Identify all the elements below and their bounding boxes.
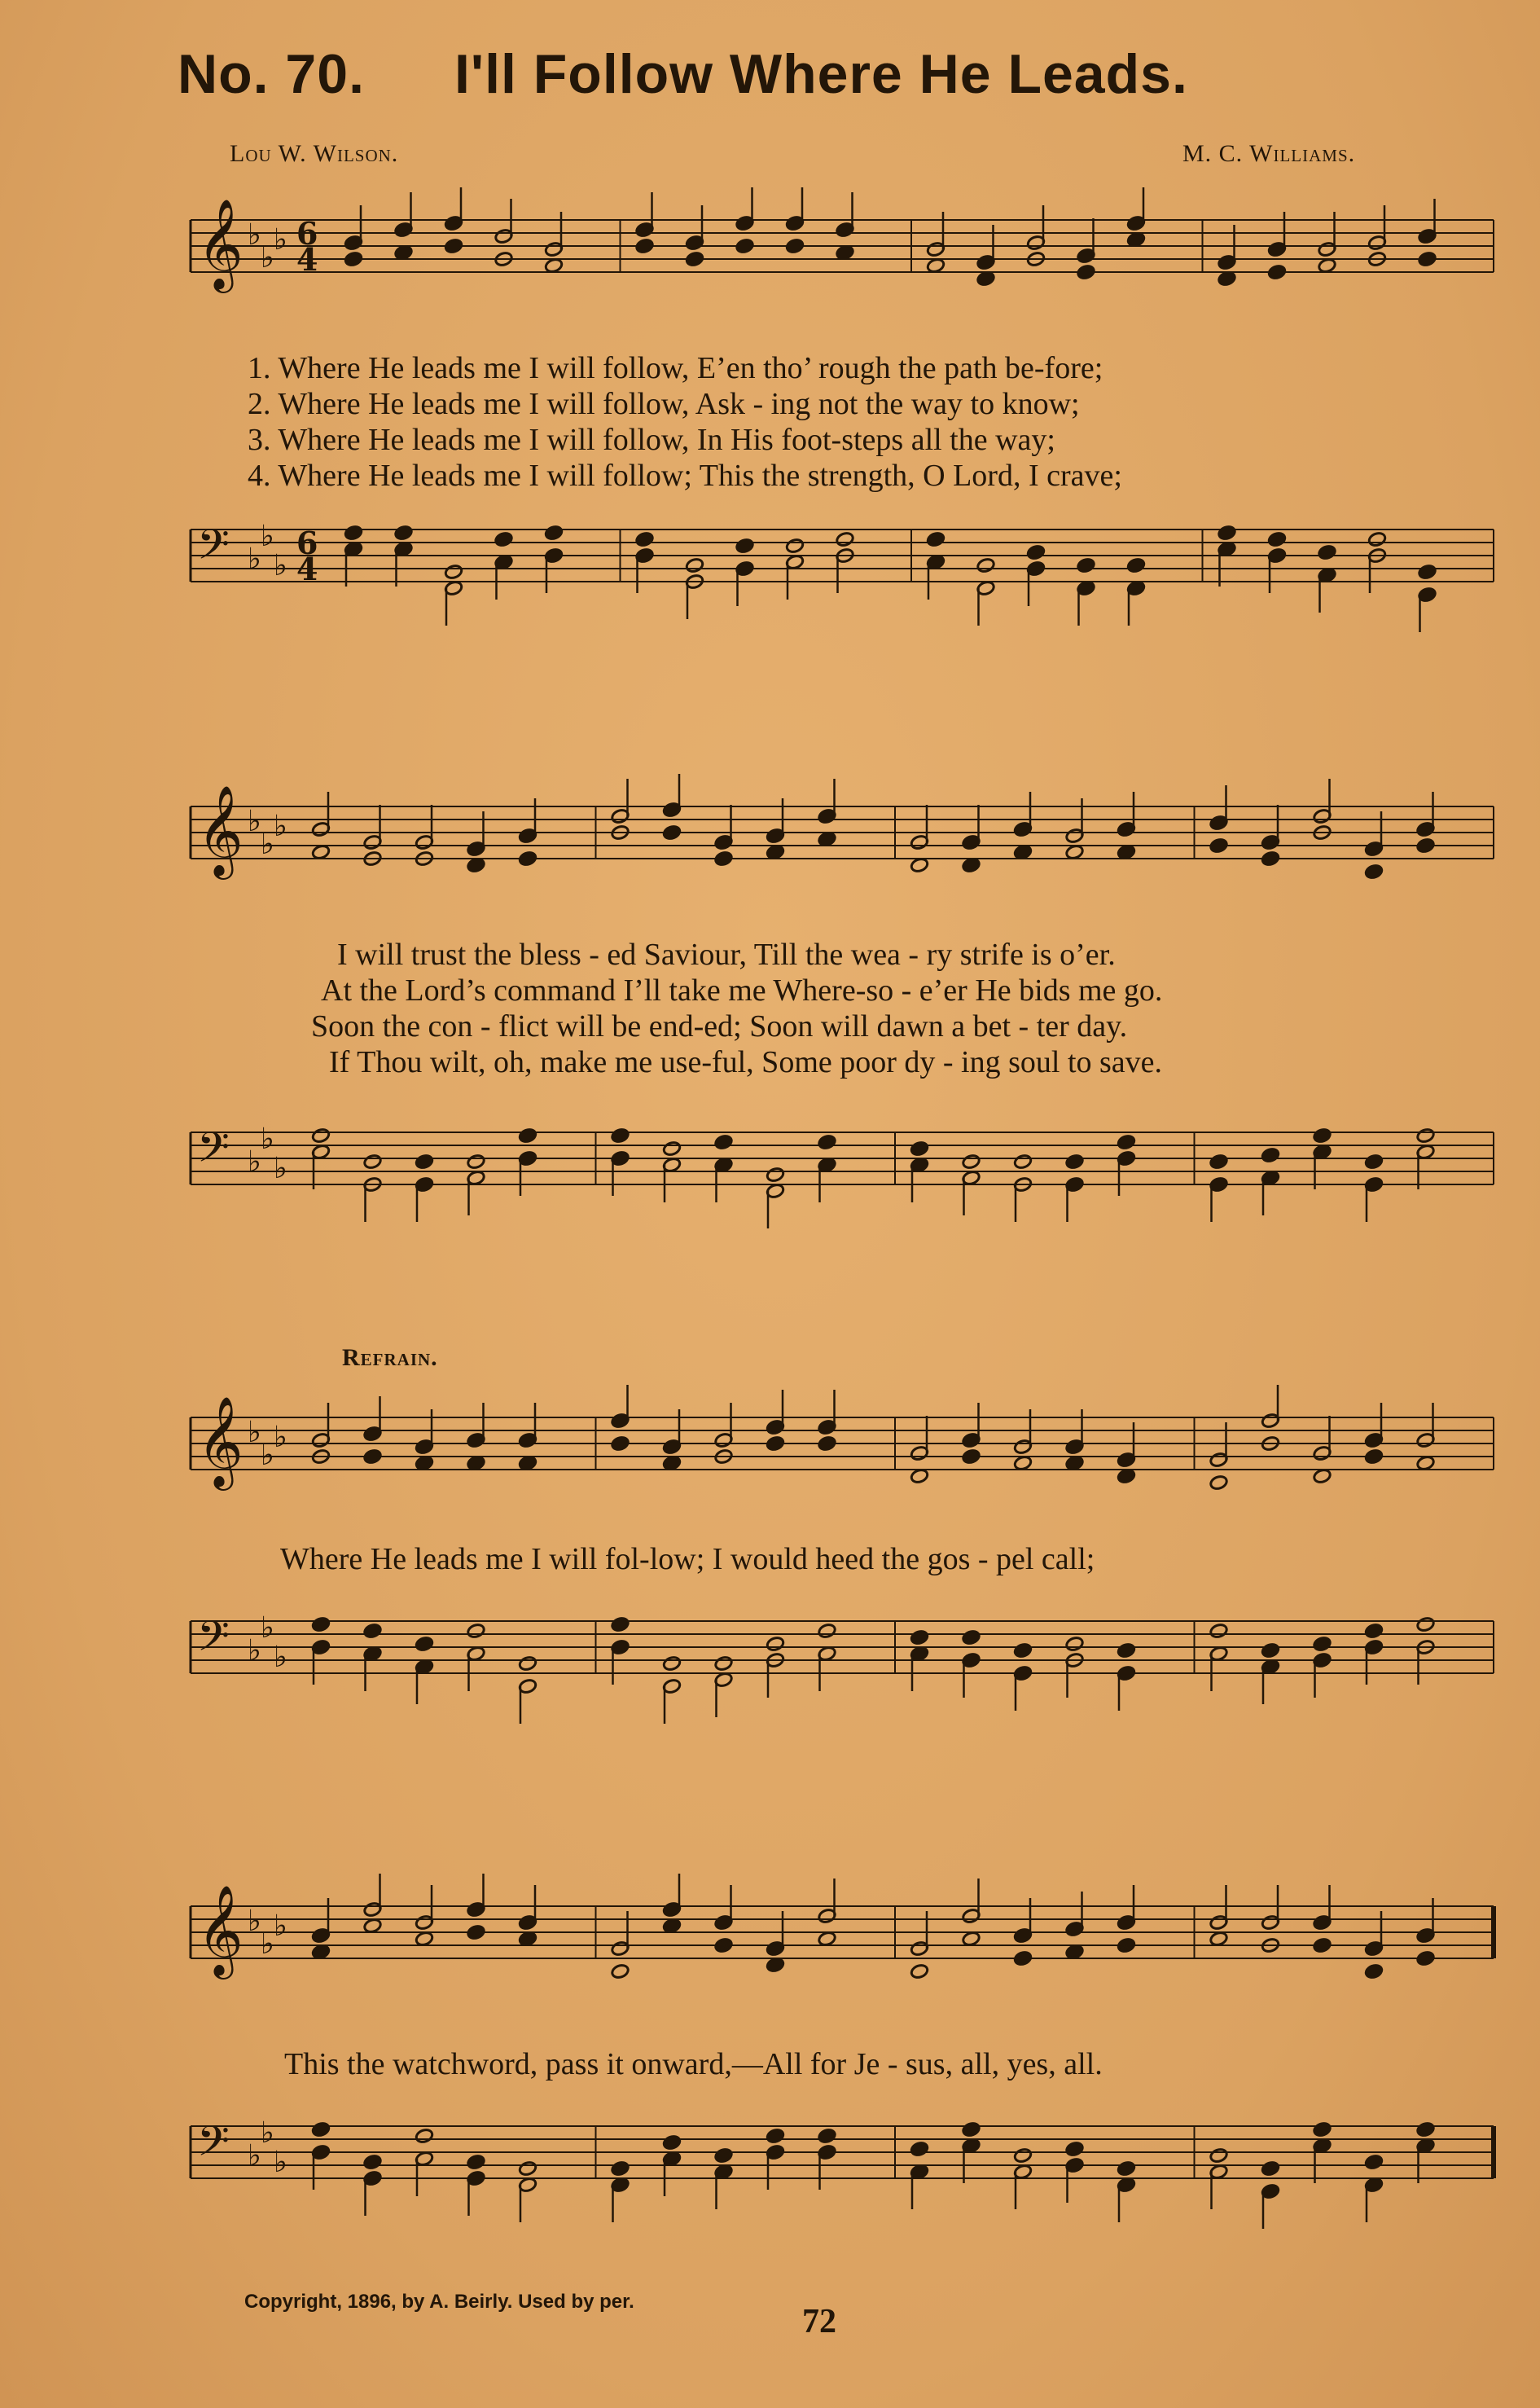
- flat-icon: ♭: [274, 1421, 287, 1454]
- notehead: [1065, 2141, 1085, 2157]
- notehead: [311, 1944, 331, 1960]
- notehead: [926, 531, 945, 547]
- flat-icon: ♭: [261, 1439, 274, 1472]
- notehead: [467, 1924, 486, 1940]
- notehead: [363, 2154, 383, 2170]
- time-signature-bottom: 4: [296, 241, 318, 278]
- notehead: [766, 2128, 785, 2144]
- notehead: [1209, 1474, 1229, 1491]
- flat-icon: ♭: [248, 543, 261, 576]
- notehead: [818, 1134, 837, 1150]
- notehead: [518, 2160, 537, 2177]
- flat-icon: ♭: [274, 1641, 287, 1674]
- flat-icon: ♭: [261, 1123, 274, 1156]
- notehead: [910, 1468, 929, 1484]
- treble-clef-icon: 𝄞: [197, 1395, 244, 1487]
- notehead: [785, 238, 805, 254]
- notehead: [1318, 257, 1337, 274]
- notehead: [467, 1153, 486, 1170]
- notehead: [735, 538, 755, 554]
- verse-line-2: At the Lord’s command I’ll take me Where-so - e’er He bids me go.: [321, 973, 1163, 1008]
- notehead: [962, 857, 981, 873]
- music-system-3: [174, 1385, 1510, 1735]
- verse-line-4: If Thou wilt, oh, make me use-ful, Some poor dy - ing soul to save.: [329, 1045, 1163, 1079]
- bass-clef-icon: 𝄢: [197, 520, 230, 579]
- notehead: [910, 1140, 929, 1157]
- treble-clef-icon: 𝄞: [197, 1884, 244, 1975]
- notehead: [1364, 863, 1384, 880]
- notehead: [1218, 525, 1237, 541]
- flat-icon: ♭: [248, 1634, 261, 1668]
- notehead: [1367, 531, 1387, 547]
- notehead: [735, 238, 755, 254]
- notehead: [1209, 2147, 1229, 2164]
- notehead: [685, 251, 704, 267]
- notehead: [662, 1140, 682, 1157]
- notehead: [1013, 1455, 1033, 1471]
- notehead: [1126, 557, 1146, 573]
- notehead: [415, 2128, 434, 2144]
- flat-icon: ♭: [261, 1927, 274, 1961]
- notehead: [766, 844, 785, 860]
- notehead: [1065, 1944, 1085, 1960]
- notehead: [444, 238, 463, 254]
- flat-icon: ♭: [261, 241, 274, 275]
- notehead: [662, 1918, 682, 1934]
- notehead: [494, 531, 514, 547]
- music-system-2: [174, 774, 1510, 1279]
- notehead: [467, 1455, 486, 1471]
- notehead: [818, 1623, 837, 1639]
- notehead: [611, 1616, 630, 1632]
- notehead: [1313, 1937, 1332, 1953]
- notehead: [518, 1127, 537, 1144]
- time-signature-bottom: 4: [296, 551, 318, 587]
- flat-icon: ♭: [248, 1905, 261, 1938]
- notehead: [518, 1655, 537, 1672]
- bass-clef-icon: 𝄢: [197, 1611, 230, 1671]
- notehead: [635, 238, 655, 254]
- music-system-1: [174, 187, 1510, 635]
- treble-clef-icon: 𝄞: [197, 198, 244, 289]
- flat-icon: ♭: [274, 223, 287, 257]
- flat-icon: ♭: [248, 805, 261, 838]
- flat-icon: ♭: [248, 218, 261, 252]
- notehead: [1261, 850, 1280, 867]
- notehead: [394, 525, 414, 541]
- notehead: [818, 2128, 837, 2144]
- notehead: [910, 857, 929, 873]
- notehead: [1117, 1937, 1136, 1953]
- bass-staff: [174, 1100, 1510, 1246]
- notehead: [1117, 1642, 1136, 1659]
- notehead: [311, 1616, 331, 1632]
- notehead: [363, 1918, 383, 1934]
- notehead: [1364, 1153, 1384, 1170]
- notehead: [444, 564, 463, 580]
- notehead: [467, 2154, 486, 2170]
- bass-clef-icon: 𝄢: [197, 2116, 230, 2176]
- notehead: [363, 1448, 383, 1465]
- notehead: [714, 850, 734, 867]
- notehead: [1418, 251, 1437, 267]
- notehead: [1313, 1636, 1332, 1652]
- notehead: [1261, 2160, 1280, 2177]
- flat-icon: ♭: [248, 2139, 261, 2173]
- notehead: [976, 270, 996, 287]
- notehead: [1209, 1623, 1229, 1639]
- flat-icon: ♭: [248, 1416, 261, 1449]
- flat-icon: ♭: [274, 2146, 287, 2179]
- notehead: [1267, 531, 1287, 547]
- flat-icon: ♭: [261, 2116, 274, 2150]
- notehead: [1126, 231, 1146, 248]
- notehead: [1416, 1950, 1436, 1966]
- notehead: [1077, 264, 1096, 280]
- notehead: [1117, 844, 1136, 860]
- notehead: [544, 257, 564, 274]
- bass-staff: [174, 2094, 1510, 2240]
- notehead: [1013, 1642, 1033, 1659]
- notehead: [363, 1153, 383, 1170]
- notehead: [662, 2134, 682, 2151]
- time-signature-top: 6: [296, 215, 318, 252]
- notehead: [1318, 544, 1337, 560]
- notehead: [1364, 1623, 1384, 1639]
- notehead: [1416, 1616, 1436, 1632]
- notehead: [311, 844, 331, 860]
- composer-credit: M. C. Williams.: [1182, 140, 1356, 167]
- notehead: [344, 251, 363, 267]
- notehead: [836, 244, 855, 261]
- notehead: [1313, 1127, 1332, 1144]
- notehead: [1267, 264, 1287, 280]
- notehead: [611, 2160, 630, 2177]
- notehead: [415, 1153, 434, 1170]
- flat-icon: ♭: [274, 1152, 287, 1185]
- bass-staff: [174, 1588, 1510, 1735]
- verse-line-3: Soon the con - flict will be end-ed; Soon will dawn a bet - ter day.: [311, 1009, 1128, 1044]
- hymn-number: No. 70.: [178, 43, 365, 105]
- notehead: [714, 2147, 734, 2164]
- notehead: [1117, 1468, 1136, 1484]
- notehead: [1209, 1153, 1229, 1170]
- notehead: [662, 1455, 682, 1471]
- treble-staff: [174, 1874, 1510, 2020]
- notehead: [1065, 844, 1085, 860]
- notehead: [415, 1455, 434, 1471]
- notehead: [1117, 2160, 1136, 2177]
- flat-icon: ♭: [261, 1611, 274, 1645]
- notehead: [976, 557, 996, 573]
- notehead: [467, 857, 486, 873]
- verse-line-2: 2. Where He leads me I will follow, Ask - ing not the way to know;: [248, 387, 1080, 421]
- notehead: [1077, 557, 1096, 573]
- notehead: [910, 2141, 929, 2157]
- page-number: 72: [802, 2303, 836, 2340]
- notehead: [714, 1655, 734, 1672]
- time-signature-top: 6: [296, 525, 318, 561]
- notehead: [1013, 844, 1033, 860]
- notehead: [1013, 1950, 1033, 1966]
- treble-clef-icon: 𝄞: [197, 784, 244, 876]
- notehead: [1416, 1455, 1436, 1471]
- notehead: [1313, 2121, 1332, 2138]
- refrain-line: Where He leads me I will fol-low; I would heed the gos - pel call;: [280, 1542, 1095, 1576]
- copyright-notice: Copyright, 1896, by A. Beirly. Used by per.: [244, 2291, 634, 2313]
- notehead: [1065, 1636, 1085, 1652]
- flat-icon: ♭: [274, 549, 287, 582]
- notehead: [714, 1134, 734, 1150]
- notehead: [311, 2121, 331, 2138]
- notehead: [1364, 2154, 1384, 2170]
- notehead: [311, 1127, 331, 1144]
- notehead: [611, 1127, 630, 1144]
- notehead: [1013, 2147, 1033, 2164]
- notehead: [518, 850, 537, 867]
- notehead: [1209, 1931, 1229, 1947]
- notehead: [1209, 837, 1229, 854]
- notehead: [662, 1655, 682, 1672]
- notehead: [518, 1455, 537, 1471]
- notehead: [1013, 1153, 1033, 1170]
- notehead: [766, 1636, 785, 1652]
- notehead: [344, 525, 363, 541]
- verse-line-1: 1. Where He leads me I will follow, E’en tho’ rough the path be-fore;: [248, 351, 1103, 385]
- notehead: [1416, 2121, 1436, 2138]
- treble-staff: [174, 774, 1510, 921]
- notehead: [818, 1435, 837, 1452]
- lyricist-credit: Lou W. Wilson.: [230, 140, 399, 167]
- notehead: [1261, 1147, 1280, 1163]
- bass-clef-icon: 𝄢: [197, 1123, 230, 1182]
- notehead: [962, 1931, 981, 1947]
- verse-line-1: I will trust the bless - ed Saviour, Till the wea - ry strife is o’er.: [337, 938, 1116, 972]
- notehead: [785, 538, 805, 554]
- notehead: [1065, 1153, 1085, 1170]
- notehead: [685, 557, 704, 573]
- notehead: [962, 2121, 981, 2138]
- title-row: [178, 42, 1521, 116]
- bass-staff: [174, 497, 1510, 644]
- notehead: [766, 1957, 785, 1973]
- notehead: [926, 257, 945, 274]
- treble-staff: [174, 1385, 1510, 1531]
- notehead: [544, 525, 564, 541]
- notehead: [415, 1636, 434, 1652]
- refrain-label: Refrain.: [342, 1344, 438, 1371]
- notehead: [818, 831, 837, 847]
- notehead: [394, 244, 414, 261]
- flat-icon: ♭: [261, 520, 274, 553]
- notehead: [910, 1629, 929, 1646]
- notehead: [467, 1623, 486, 1639]
- notehead: [962, 1153, 981, 1170]
- notehead: [635, 531, 655, 547]
- notehead: [1364, 1448, 1384, 1465]
- notehead: [1313, 1468, 1332, 1484]
- refrain-line: This the watchword, pass it onward,—All for Je - sus, all, yes, all.: [284, 2047, 1103, 2081]
- notehead: [415, 1931, 434, 1947]
- notehead: [611, 1963, 630, 1980]
- notehead: [766, 1167, 785, 1183]
- notehead: [818, 1931, 837, 1947]
- music-system-4: [174, 1874, 1510, 2248]
- notehead: [836, 531, 855, 547]
- notehead: [1418, 564, 1437, 580]
- notehead: [1261, 1642, 1280, 1659]
- hymn-title: I'll Follow Where He Leads.: [454, 43, 1188, 105]
- notehead: [766, 1435, 785, 1452]
- flat-icon: ♭: [248, 1145, 261, 1179]
- flat-icon: ♭: [261, 828, 274, 861]
- treble-staff: [174, 187, 1510, 334]
- notehead: [662, 824, 682, 841]
- notehead: [1117, 1134, 1136, 1150]
- notehead: [1065, 1455, 1085, 1471]
- notehead: [1218, 270, 1237, 287]
- notehead: [910, 1963, 929, 1980]
- flat-icon: ♭: [274, 810, 287, 843]
- notehead: [1416, 1127, 1436, 1144]
- notehead: [1364, 1963, 1384, 1980]
- notehead: [1026, 544, 1046, 560]
- notehead: [962, 1448, 981, 1465]
- notehead: [518, 1931, 537, 1947]
- notehead: [714, 1937, 734, 1953]
- notehead: [363, 1623, 383, 1639]
- verse-line-4: 4. Where He leads me I will follow; This the strength, O Lord, I crave;: [248, 459, 1122, 493]
- notehead: [1416, 837, 1436, 854]
- verse-line-3: 3. Where He leads me I will follow, In His foot-steps all the way;: [248, 423, 1055, 457]
- flat-icon: ♭: [274, 1909, 287, 1943]
- notehead: [962, 1629, 981, 1646]
- notehead: [611, 1435, 630, 1452]
